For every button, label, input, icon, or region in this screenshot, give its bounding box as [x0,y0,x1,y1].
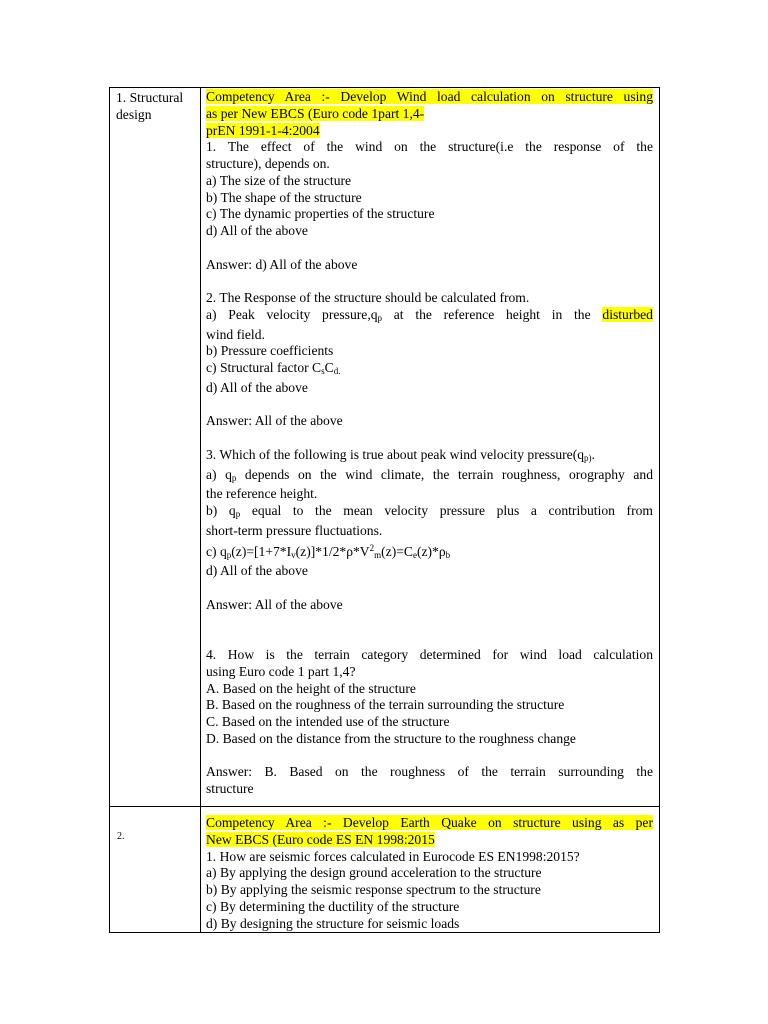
option-b: b) Pressure coefficients [206,343,334,359]
question-text: 2. The Response of the structure should be calculated from. [206,290,530,305]
answer-text: Answer: All of the above [206,596,343,612]
answer-text: Answer: d) All of the above [206,256,358,272]
option-c: c) Structural factor $C_sC_{d.}$ [206,360,341,376]
competency-heading: Competency Area :- Develop Earth Quake on structure using as per [206,815,653,830]
section-cell [110,807,201,933]
option-c-formula: c) $q_p(z)=[1+7*I_v(z)]*1/2*\rho*V^2_m(z)=C_e(z)*\rho_b$ [206,542,451,560]
question-text: structure), depends on. [206,156,330,171]
option-b: b) The shape of the structure [206,189,362,205]
answer-text: Answer: B. Based on the roughness of the terrain surrounding the [206,764,653,780]
option-a: a) Peak velocity $pressure,q_p$ at the reference height in the disturbed [206,306,653,323]
question-text: using Euro code 1 part 1,4? [206,663,356,679]
option-d: d) By designing the structure for seismic loads [206,915,460,931]
answer-text-continued: structure [206,781,254,796]
question-table [109,87,660,933]
option-c: C. Based on the intended use of the structure [206,714,450,729]
question-text: 4. How is the terrain category determined for wind load calculation [206,647,653,662]
option-d: D. Based on the distance from the structure to the roughness change [206,730,576,746]
question-text: 1. How are seismic forces calculated in Eurocode ES EN1998:2015? [206,848,580,864]
option-d: d) All of the above [206,563,308,579]
option-a: a) $q_p$ depends on the wind climate, the terrain roughness, orography and [206,466,653,483]
option-b: B. Based on the roughness of the terrain surrounding the structure [206,697,565,713]
content-cell [201,88,660,807]
option-a: a) The size of the structure [206,172,352,188]
option-b: b) $q_p$ equal to the mean velocity pressure plus a contribution from [206,503,653,519]
option-b: b) By applying the seismic response spectrum to the structure [206,882,541,897]
question-text: 1. The effect of the wind on the structure(i.e the response of the [206,139,653,155]
option-d: d) All of the above [206,223,308,238]
section-cell [110,88,201,807]
section-label: 1. Structural design [116,90,184,122]
competency-heading: prEN 1991-1-4:2004 [206,122,320,138]
table-row [110,807,660,933]
option-b-continued: short-term pressure fluctuations. [206,522,383,538]
answer-text: Answer: All of the above [206,413,343,429]
section-label: 2. [117,831,125,842]
option-a: a) By applying the design ground acceleration to the structure [206,865,542,881]
option-a: A. Based on the height of the structure [206,680,416,696]
competency-heading: Competency Area :- Develop Wind load calculation on structure using [206,89,653,104]
competency-heading: as per New EBCS (Euro code 1part 1,4- [206,105,425,121]
option-a-continued: wind field. [206,326,265,342]
question-text: 3. Which of the following is true about peak wind velocity $pressure(q_{p)}$. [206,446,595,463]
option-c: c) The dynamic properties of the structure [206,206,435,222]
option-d: d) All of the above [206,379,308,395]
table-row [110,88,660,807]
competency-heading: New EBCS (Euro code ES EN 1998:2015 [206,831,435,847]
option-c: c) By determining the ductility of the structure [206,898,460,914]
content-cell [201,807,660,933]
option-a-continued: the reference height. [206,486,318,502]
